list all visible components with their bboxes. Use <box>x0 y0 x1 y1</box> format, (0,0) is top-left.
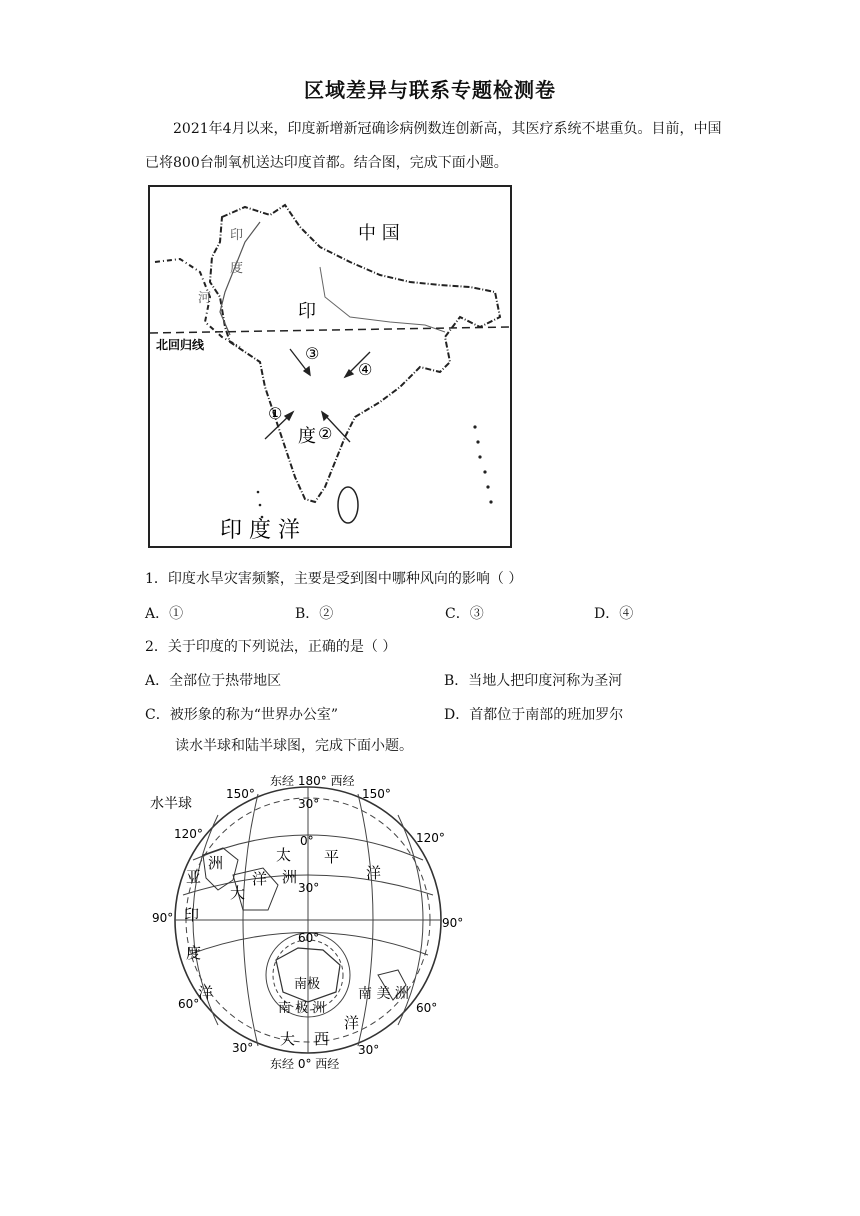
lon-150-right: 150° <box>362 787 391 801</box>
label-atlantic-2: 大 <box>280 1030 296 1048</box>
wind-label-4: ④ <box>358 360 373 379</box>
india-outline <box>210 205 500 502</box>
question-2-stem: 2．关于印度的下列说法，正确的是（ ） <box>145 639 397 655</box>
lat-30-top: 30° <box>298 797 320 811</box>
lat-0: 0° <box>300 834 314 848</box>
label-india-2: 度 <box>298 426 316 447</box>
label-atlantic-3: 西 <box>314 1030 330 1048</box>
q1-option-a: A．① <box>145 606 184 622</box>
intro-paragraph: 2021年4月以来，印度新增新冠确诊病例数连创新高，其医疗系统不堪重负。目前，中国已将800台制氧机送达印度首都。结合图，完成下面小题。 <box>145 121 722 171</box>
label-australia: 大 <box>230 884 246 902</box>
map2-title: 水半球 <box>150 796 192 812</box>
wind-label-3: ③ <box>305 344 320 363</box>
label-indian-1: 印 <box>184 906 200 924</box>
lon-60-left: 60° <box>178 997 200 1011</box>
q2-option-a: A．全部位于热带地区 <box>145 673 282 689</box>
q2-option-b: B．当地人把印度河称为圣河 <box>444 673 623 689</box>
q2-option-d: D．首都位于南部的班加罗尔 <box>444 707 624 723</box>
wind-label-1: ① <box>268 404 283 423</box>
lat-30-mid: 30° <box>298 881 320 895</box>
label-pacific-3: 洋 <box>366 864 382 882</box>
read-instruction: 读水半球和陆半球图，完成下面小题。 <box>175 738 413 754</box>
q1-option-c: C．③ <box>445 606 484 622</box>
lat-60: 60° <box>298 931 320 945</box>
label-china: 中 国 <box>358 223 400 244</box>
wind-label-2: ② <box>318 424 333 443</box>
lon-120-left: 120° <box>174 827 203 841</box>
label-asia-1: 亚 <box>186 868 202 886</box>
lon-90-right: 90° <box>442 916 464 930</box>
lon-90-left: 90° <box>152 911 174 925</box>
lon-30-right: 30° <box>358 1043 380 1057</box>
label-atlantic-1: 洋 <box>344 1014 360 1032</box>
label-ocean: 印 度 洋 <box>220 518 300 543</box>
q1-option-b: B．② <box>295 606 334 622</box>
q1-option-d: D．④ <box>594 606 634 622</box>
label-indian-2: 度 <box>186 944 202 962</box>
map2-bottom-label: 东经 0° 西经 <box>270 1057 340 1070</box>
label-pacific-1: 太 <box>276 846 292 864</box>
lon-150-left: 150° <box>226 787 255 801</box>
label-tropic: 北回归线 <box>156 338 205 352</box>
map2-top-label: 东经 180° 西经 <box>270 774 355 788</box>
q2-option-c: C．被形象的称为“世界办公室” <box>145 707 339 723</box>
label-antarctica: 南 极 洲 <box>278 1001 326 1016</box>
india-map <box>148 185 512 548</box>
label-indian-3: 洋 <box>198 984 214 1002</box>
label-asia-2: 洲 <box>208 854 224 872</box>
label-south-america: 南 美 洲 <box>358 986 409 1002</box>
lon-120-right: 120° <box>416 831 445 845</box>
label-india-1: 印 <box>298 301 316 322</box>
question-1-stem: 1．印度水旱灾害频繁，主要是受到图中哪种风向的影响（ ） <box>145 571 523 587</box>
page-title: 区域差异与联系专题检测卷 <box>304 78 556 102</box>
label-indus-1: 印 <box>230 228 244 243</box>
label-oceania-2: 洲 <box>282 868 298 886</box>
lon-30-left: 30° <box>232 1041 254 1055</box>
lon-60-right: 60° <box>416 1001 438 1015</box>
label-oceania-1: 洋 <box>252 870 268 888</box>
label-south-pole: 南极 <box>294 977 321 992</box>
label-indus-2: 度 <box>230 261 244 276</box>
water-hemisphere-map <box>148 770 468 1070</box>
label-pacific-2: 平 <box>324 848 340 866</box>
label-indus-3: 河 <box>198 291 212 306</box>
